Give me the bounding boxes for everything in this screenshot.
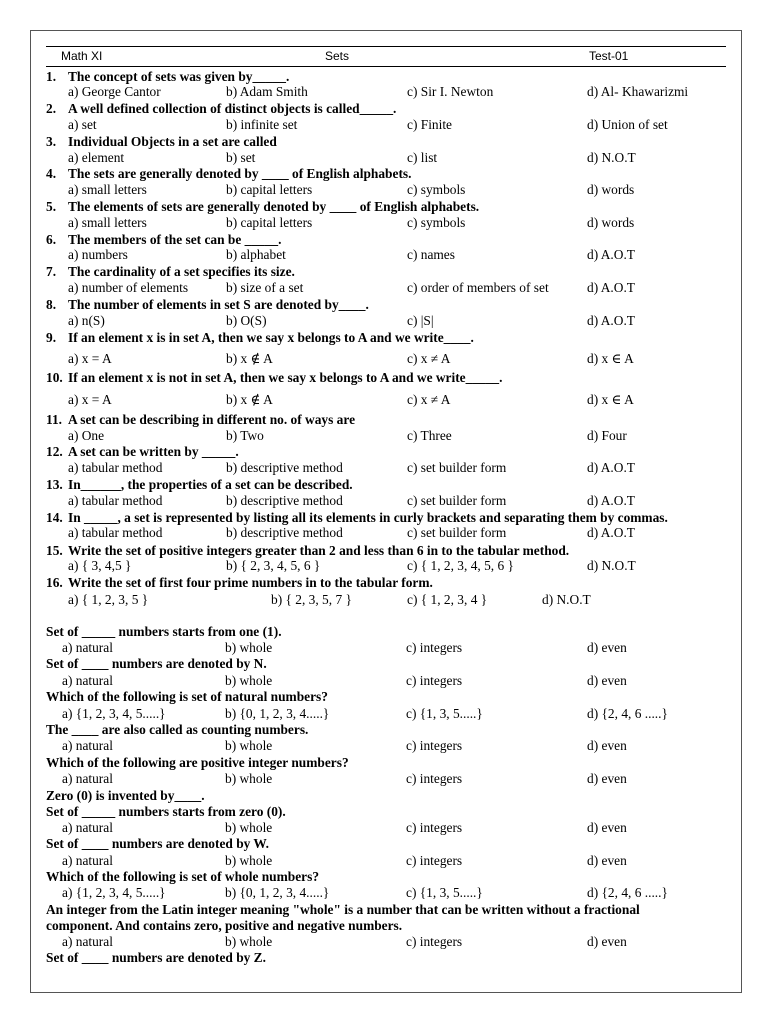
option-c: c) symbols [407,182,466,197]
question-text: The concept of sets was given by_____. [68,69,290,84]
option-d: d) N.O.T [587,558,636,573]
option-c: c) x ≠ A [407,392,451,407]
option-b: b) descriptive method [226,525,343,540]
question-text: In _____, a set is represented by listing all its elements in curly brackets and separating them by commas. [68,510,668,525]
subject-label: Math XI [61,49,103,63]
question-stem [46,330,474,346]
question-number: 1. [46,69,57,84]
option-d: d) N.O.T [542,592,591,607]
question-stem [46,199,479,215]
question-stem [46,370,502,386]
question-number: 9. [46,330,57,345]
question-stem: Set of _____ numbers starts from one (1). [46,624,282,639]
option-d: d) A.O.T [587,525,635,540]
question-stem: The ____ are also called as counting numbers. [46,722,309,737]
question-number: 15. [46,543,63,558]
option-c: c) integers [406,934,463,949]
option-a: a) George Cantor [68,84,161,99]
option-a: a) {1, 2, 3, 4, 5.....} [62,706,166,721]
option-b: b) { 2, 3, 5, 7 } [271,592,352,607]
option-d: d) even [587,853,627,868]
option-c: c) { 1, 2, 3, 4, 5, 6 } [407,558,514,573]
option-b: b) whole [225,673,273,688]
option-a: a) { 3, 4,5 } [68,558,132,573]
question-number: 12. [46,444,63,459]
option-c: c) integers [406,853,463,868]
question-text: The number of elements in set S are denoted by____. [68,297,369,312]
option-a: a) x = A [68,392,112,407]
question-text: Individual Objects in a set are called [68,134,277,149]
option-d: d) even [587,771,627,786]
option-d: d) even [587,673,627,688]
question-number: 5. [46,199,57,214]
question-number: 2. [46,101,57,116]
question-stem: Which of the following are positive integer numbers? [46,755,349,770]
option-a: a) set [68,117,97,132]
question-stem [46,69,289,85]
question-stem: Set of _____ numbers starts from zero (0). [46,804,286,819]
question-number: 16. [46,575,63,590]
option-c: c) {1, 3, 5.....} [406,885,483,900]
question-stem [46,575,433,591]
option-d: d) x ∈ A [587,392,634,407]
option-a: a) tabular method [68,493,163,508]
question-stem [46,264,295,280]
option-d: d) Al- Khawarizmi [587,84,689,99]
option-c: c) {1, 3, 5.....} [406,706,483,721]
option-d: d) even [587,640,627,655]
option-c: c) integers [406,771,463,786]
option-b: b) whole [225,640,273,655]
question-stem: Which of the following is set of natural numbers? [46,689,328,704]
option-a: a) x = A [68,351,112,366]
question-stem [46,134,277,150]
question-number: 11. [46,412,62,427]
question-text: The sets are generally denoted by ____ of English alphabets. [68,166,412,181]
option-c: c) set builder form [407,493,507,508]
option-b: b) {0, 1, 2, 3, 4.....} [225,706,330,721]
worksheet-header [46,46,726,67]
option-c: c) Three [407,428,452,443]
option-d: d) {2, 4, 6 .....} [587,885,668,900]
option-c: c) integers [406,738,463,753]
option-c: c) integers [406,640,463,655]
option-b: b) whole [225,771,273,786]
option-b: b) O(S) [226,313,267,328]
option-b: b) descriptive method [226,493,343,508]
question-stem [46,477,353,493]
question-stem-continued: component. And contains zero, positive and negative numbers. [46,918,403,933]
option-b: b) x ∉ A [226,392,273,407]
question-stem [46,101,396,117]
question-stem: Set of ____ numbers are denoted by N. [46,656,267,671]
question-text: A well defined collection of distinct objects is called_____. [68,101,397,116]
option-c: c) integers [406,820,463,835]
question-stem [46,166,411,182]
option-a: a) natural [62,820,113,835]
question-stem: Which of the following is set of whole numbers? [46,869,320,884]
option-d: d) A.O.T [587,460,635,475]
question-text: Write the set of first four prime numbers in to the tabular form. [68,575,433,590]
option-b: b) whole [225,934,273,949]
option-d: d) A.O.T [587,247,635,262]
option-c: c) { 1, 2, 3, 4 } [407,592,488,607]
option-d: d) even [587,934,627,949]
question-stem: Set of ____ numbers are denoted by W. [46,836,269,851]
question-number: 10. [46,370,63,385]
option-d: d) even [587,738,627,753]
question-number: 6. [46,232,57,247]
option-d: d) Four [587,428,627,443]
option-d: d) A.O.T [587,493,635,508]
option-d: d) A.O.T [587,313,635,328]
option-c: c) Finite [407,117,452,132]
question-text: If an element x is in set A, then we say x belongs to A and we write____. [68,330,474,345]
option-a: a) tabular method [68,525,163,540]
option-b: b) descriptive method [226,460,343,475]
question-text: The members of the set can be _____. [68,232,282,247]
question-text: The elements of sets are generally denoted by ____ of English alphabets. [68,199,480,214]
option-a: a) number of elements [68,280,189,295]
option-a: a) element [68,150,125,165]
option-b: b) {0, 1, 2, 3, 4.....} [225,885,330,900]
option-d: d) {2, 4, 6 .....} [587,706,668,721]
option-a: a) { 1, 2, 3, 5 } [68,592,149,607]
question-stem [46,543,569,559]
option-c: c) Sir I. Newton [407,84,494,99]
option-c: c) integers [406,673,463,688]
question-number: 4. [46,166,57,181]
question-stem [46,510,668,526]
question-text: The cardinality of a set specifies its size. [68,264,295,279]
option-a: a) small letters [68,215,147,230]
option-a: a) tabular method [68,460,163,475]
question-text: Write the set of positive integers greater than 2 and less than 6 in to the tabular method. [68,543,570,558]
question-number: 7. [46,264,57,279]
question-stem [46,412,355,428]
option-d: d) Union of set [587,117,668,132]
question-stem: An integer from the Latin integer meaning "whole" is a number that can be written without a fractional [46,902,640,917]
option-b: b) whole [225,820,273,835]
option-c: c) x ≠ A [407,351,451,366]
option-a: a) small letters [68,182,147,197]
option-a: a) natural [62,934,113,949]
option-c: c) |S| [407,313,434,328]
option-d: d) A.O.T [587,280,635,295]
question-text: A set can be written by _____. [68,444,239,459]
option-b: b) size of a set [226,280,304,295]
question-stem [46,444,239,460]
question-number: 3. [46,134,57,149]
option-c: c) set builder form [407,525,507,540]
question-text: If an element x is not in set A, then we say x belongs to A and we write_____. [68,370,503,385]
option-a: a) {1, 2, 3, 4, 5.....} [62,885,166,900]
question-number: 8. [46,297,57,312]
option-a: a) natural [62,640,113,655]
worksheet-title: Sets [325,49,350,63]
option-a: a) natural [62,738,113,753]
option-b: b) alphabet [226,247,286,262]
option-b: b) whole [225,853,273,868]
option-b: b) capital letters [226,182,313,197]
option-a: a) n(S) [68,313,105,328]
question-stem: Zero (0) is invented by____. [46,788,205,803]
option-b: b) infinite set [226,117,298,132]
option-b: b) set [226,150,256,165]
option-c: c) names [407,247,455,262]
option-a: a) One [68,428,105,443]
option-b: b) capital letters [226,215,313,230]
option-d: d) x ∈ A [587,351,634,366]
option-c: c) set builder form [407,460,507,475]
option-a: a) natural [62,771,113,786]
test-label: Test-01 [589,49,629,63]
question-number: 13. [46,477,63,492]
question-stem: Set of ____ numbers are denoted by Z. [46,950,266,965]
option-b: b) { 2, 3, 4, 5, 6 } [226,558,321,573]
option-a: a) natural [62,673,113,688]
option-c: c) order of members of set [407,280,549,295]
question-number: 14. [46,510,63,525]
option-d: d) words [587,215,635,230]
question-text: A set can be describing in different no. of ways are [68,412,356,427]
option-d: d) even [587,820,627,835]
option-b: b) whole [225,738,273,753]
question-stem [46,232,281,248]
option-a: a) numbers [68,247,128,262]
option-c: c) list [407,150,438,165]
option-d: d) words [587,182,635,197]
question-text: In______, the properties of a set can be described. [68,477,353,492]
option-b: b) x ∉ A [226,351,273,366]
option-b: b) Two [226,428,264,443]
option-d: d) N.O.T [587,150,636,165]
option-c: c) symbols [407,215,466,230]
question-stem [46,297,369,313]
option-a: a) natural [62,853,113,868]
option-b: b) Adam Smith [226,84,308,99]
